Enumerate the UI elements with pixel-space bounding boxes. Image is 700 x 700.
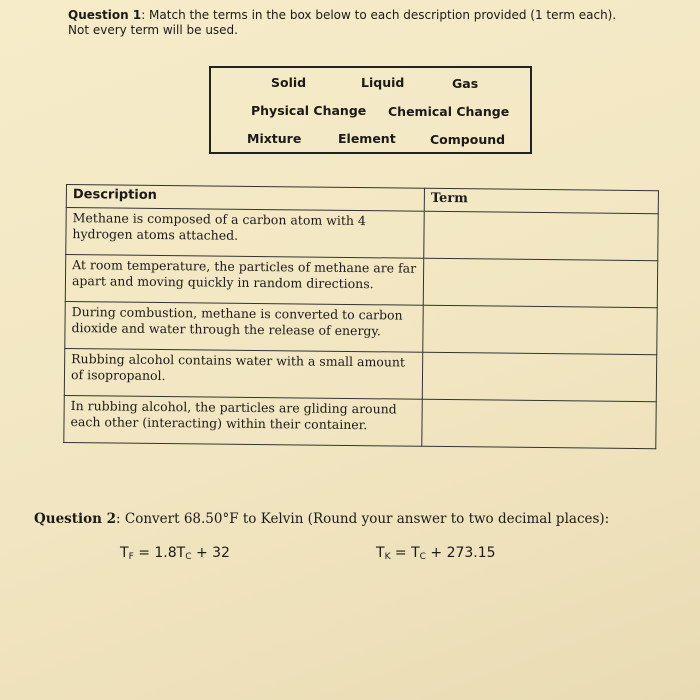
term-answer-cell[interactable] bbox=[423, 258, 657, 307]
term-gas: Gas bbox=[452, 76, 479, 91]
header-description: Description bbox=[66, 185, 424, 212]
table-row bbox=[64, 348, 656, 401]
question-2 bbox=[34, 510, 674, 528]
formula-subscript: C bbox=[419, 552, 426, 562]
formula-middle: = 1.8T bbox=[133, 545, 186, 561]
term-answer-cell[interactable] bbox=[422, 399, 656, 448]
table-row bbox=[64, 395, 656, 448]
term-element: Element bbox=[338, 131, 396, 146]
term-solid: Solid bbox=[271, 75, 307, 90]
description-cell: Rubbing alcohol contains water with a small amount of isopropanol. bbox=[64, 348, 422, 399]
question-1 bbox=[68, 8, 638, 38]
formula-kelvin bbox=[376, 545, 496, 562]
formula-right: + 32 bbox=[191, 545, 230, 561]
term-compound: Compound bbox=[430, 132, 506, 147]
question-2-text: : Convert 68.50°F to Kelvin (Round your answer to two decimal places): bbox=[116, 511, 610, 527]
term-mixture: Mixture bbox=[247, 131, 302, 146]
term-chemical-change: Chemical Change bbox=[388, 104, 510, 119]
term-answer-cell[interactable] bbox=[423, 305, 657, 354]
table-row bbox=[65, 301, 657, 354]
question-2-label: Question 2 bbox=[34, 511, 117, 527]
question-1-label: Question 1 bbox=[68, 8, 142, 22]
description-cell: In rubbing alcohol, the particles are gliding around each other (interacting) within their container. bbox=[64, 395, 422, 446]
formula-subscript: K bbox=[384, 552, 391, 562]
formula-symbol: T bbox=[376, 545, 385, 561]
term-answer-cell[interactable] bbox=[424, 211, 658, 260]
formula-fahrenheit bbox=[120, 545, 230, 562]
question-1-text: : Match the terms in the box below to each description provided (1 term each). Not every term will be used. bbox=[68, 8, 617, 37]
description-cell: At room temperature, the particles of methane are far apart and moving quickly in random directions. bbox=[65, 255, 423, 306]
table-row bbox=[66, 208, 658, 261]
header-term: Term bbox=[424, 188, 658, 213]
description-cell: Methane is composed of a carbon atom with 4 hydrogen atoms attached. bbox=[66, 208, 424, 259]
term-physical-change: Physical Change bbox=[251, 103, 367, 118]
description-cell: During combustion, methane is converted to carbon dioxide and water through the release of energy. bbox=[65, 301, 423, 352]
formula-right: + 273.15 bbox=[425, 545, 496, 561]
matching-table bbox=[63, 184, 659, 449]
term-liquid: Liquid bbox=[361, 75, 405, 90]
formula-subscript: C bbox=[185, 552, 192, 562]
term-box bbox=[209, 66, 532, 154]
table-row bbox=[65, 255, 657, 308]
formula-middle: = T bbox=[390, 545, 420, 561]
term-answer-cell[interactable] bbox=[422, 352, 656, 401]
formula-subscript: F bbox=[128, 552, 134, 562]
formula-symbol: T bbox=[120, 545, 129, 561]
